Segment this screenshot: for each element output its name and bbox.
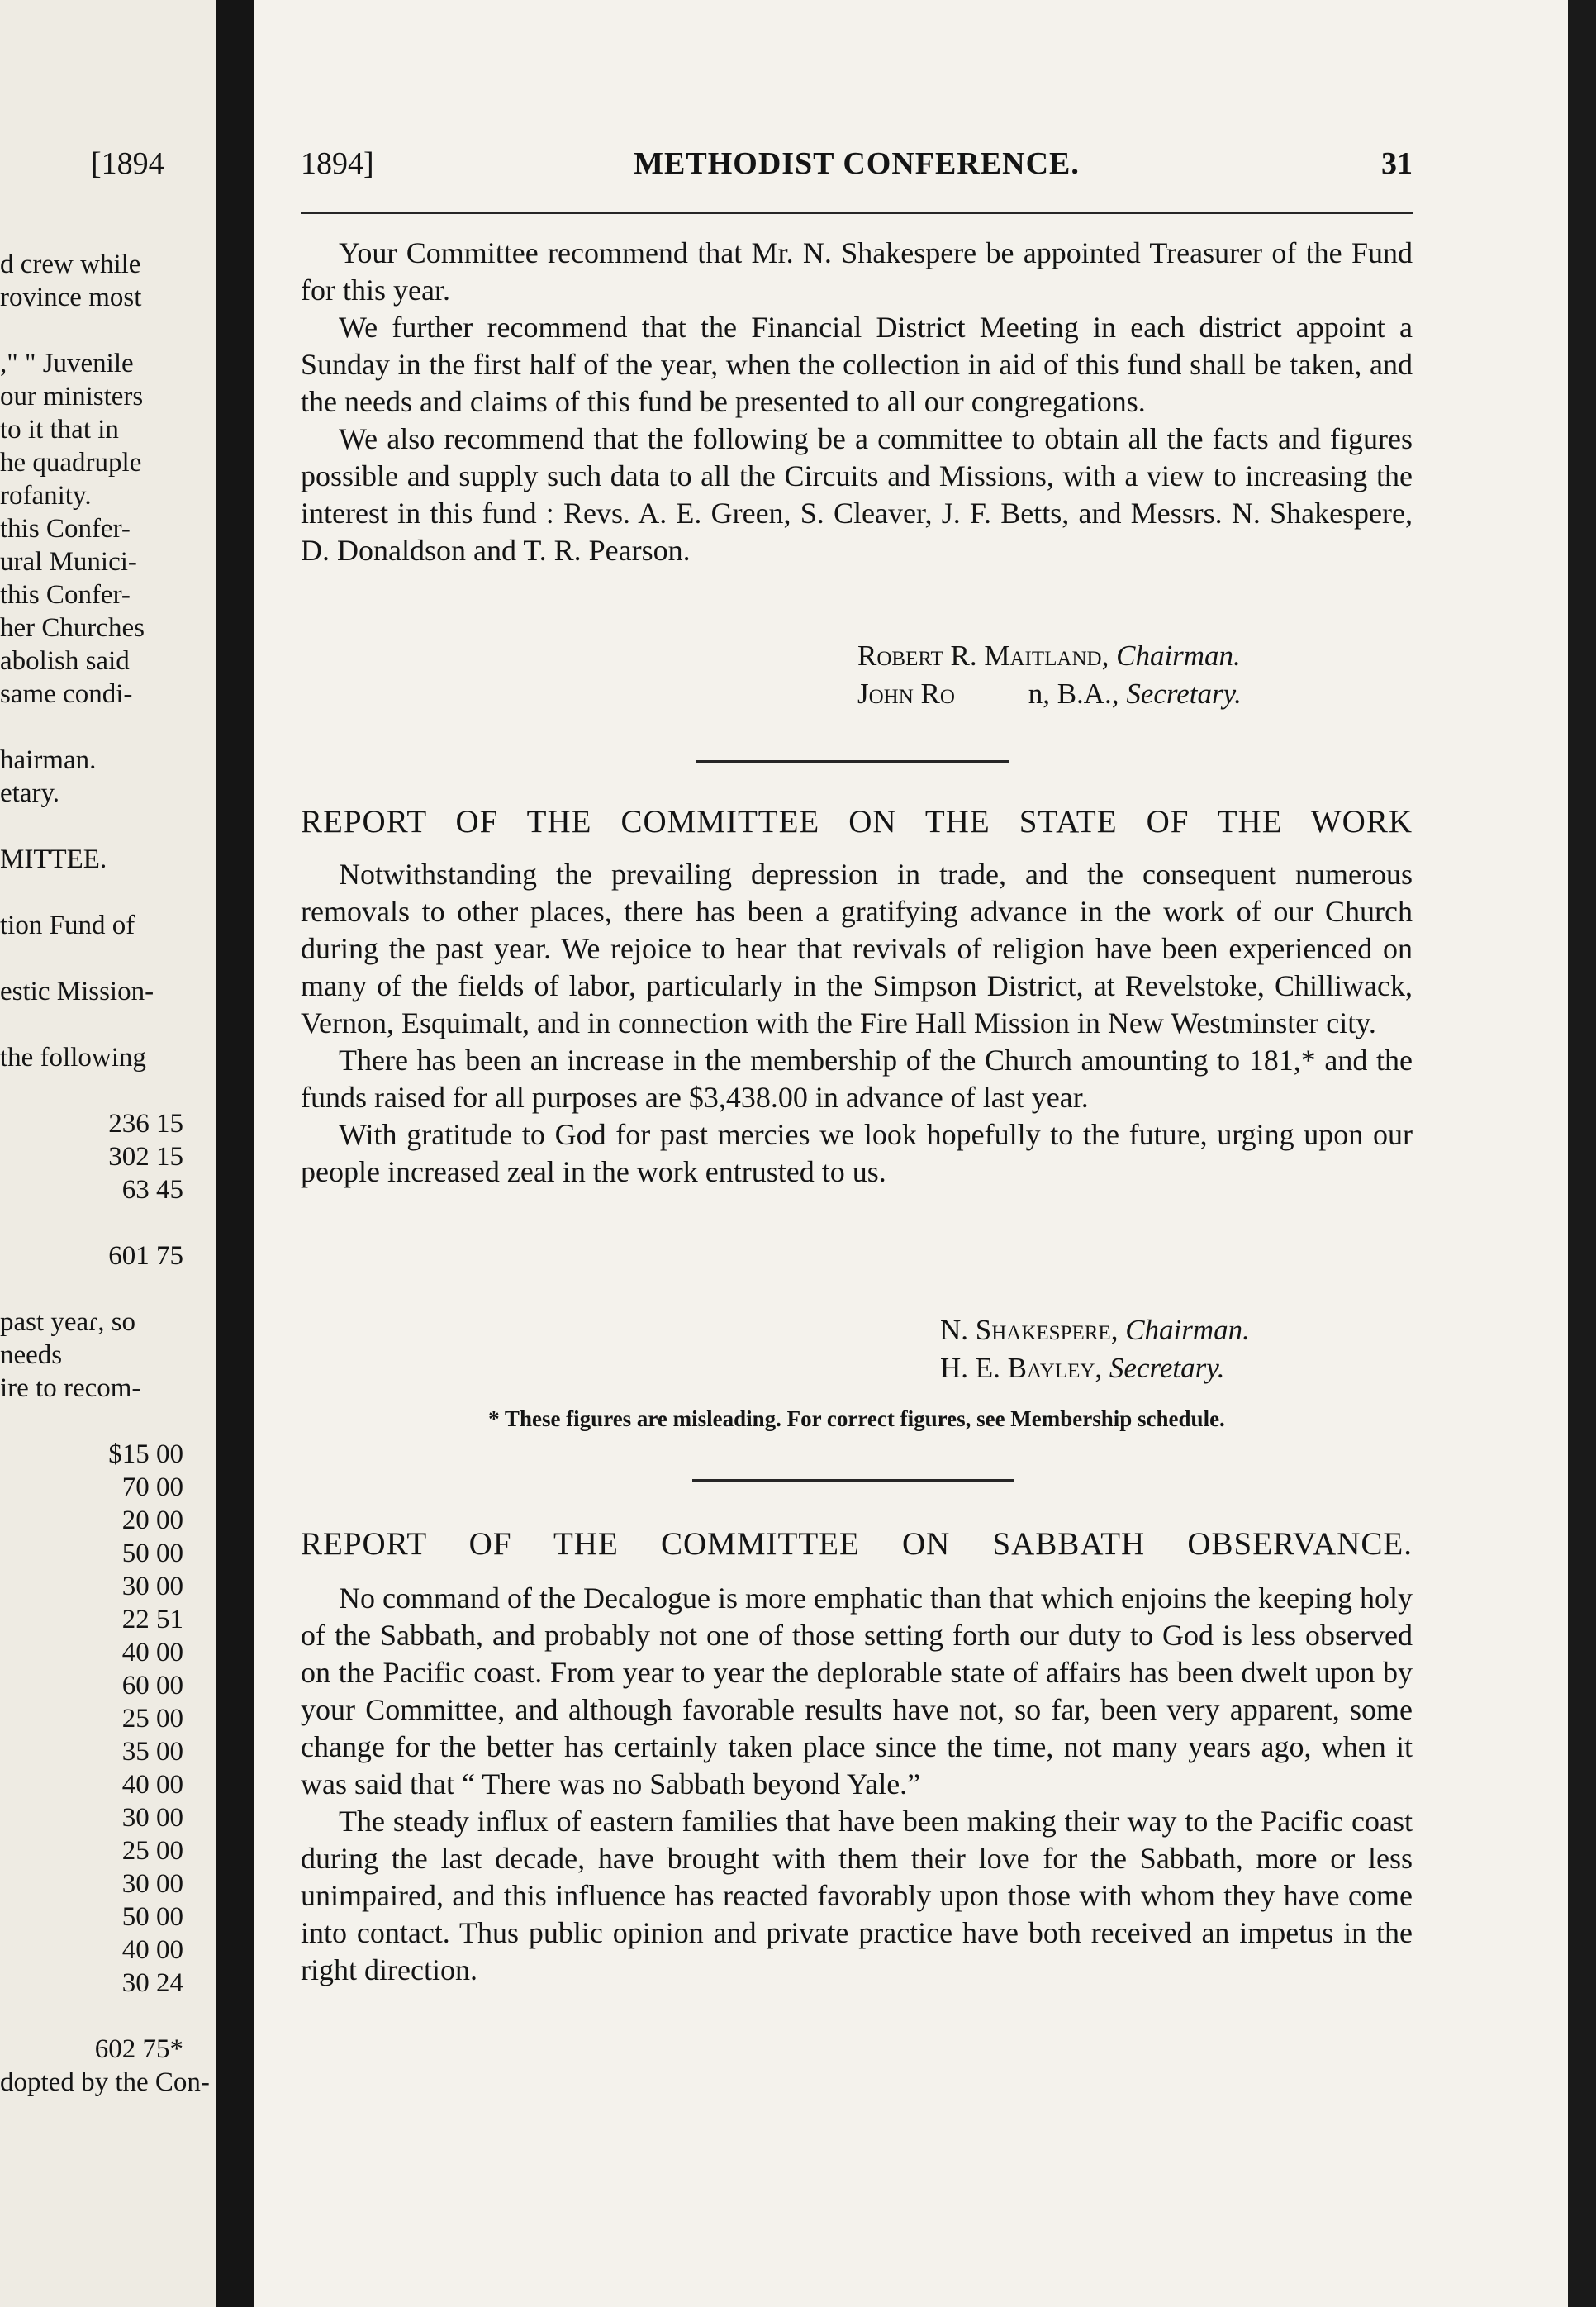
work-section-text (301, 856, 1413, 1191)
left-page-line (0, 942, 216, 975)
left-page-line: 50 00 (121, 1539, 183, 1568)
section-title-sabbath: REPORT OF THE COMMITTEE ON SABBATH OBSERVANCE. (301, 1526, 1413, 1562)
left-page-line: to it that in (0, 415, 119, 445)
left-page-line: ural Munici- (0, 547, 137, 577)
paragraph: We further recommend that the Financial District Meeting in each district appoint a Sunday in the first half of the year, when the collection in aid of this fund shall be taken, and the needs and claims of this fund be presented to all our congregations. (301, 311, 1413, 418)
left-page-line: rovince most (0, 283, 142, 312)
signature-secretary (940, 1350, 1225, 1387)
left-page-line: 602 75* (94, 2034, 183, 2064)
signature-role: Chairman. (1125, 1314, 1250, 1346)
left-page-line: 30 00 (121, 1803, 183, 1833)
signature-name: H. E. Bayley, (940, 1352, 1103, 1384)
left-page-line: 22 51 (121, 1605, 183, 1634)
left-page-line (0, 1206, 216, 1239)
header-year: 1894] (301, 146, 374, 181)
left-page-line: past yeaɾ, so (0, 1307, 136, 1337)
left-page-line: needs (0, 1340, 63, 1370)
left-page-line: MITTEE. (0, 844, 107, 874)
left-page-line: abolish said (0, 646, 130, 676)
left-page-line: 302 15 (108, 1142, 183, 1172)
footnote: * These figures are misleading. For correct figures, see Membership schedule. (488, 1406, 1225, 1431)
page-number: 31 (1381, 146, 1413, 181)
left-page-line (0, 711, 216, 744)
left-page-line (0, 1074, 216, 1107)
left-page-line: 70 00 (121, 1472, 183, 1502)
left-page-line (0, 876, 216, 909)
left-page-line: 63 45 (121, 1175, 183, 1205)
left-page-line (0, 810, 216, 843)
left-page-line (0, 1272, 216, 1306)
section-divider (692, 1479, 1014, 1482)
page-edge (1568, 0, 1596, 2307)
left-page-line: $15 00 (108, 1439, 183, 1469)
paragraph: Your Committee recommend that Mr. N. Shakespere be appointed Treasurer of the Fund for this year. (301, 236, 1413, 307)
signature-role: Secretary. (1126, 678, 1242, 710)
signature-degree: n, B.A., (1028, 678, 1119, 710)
page (254, 0, 1568, 2307)
left-page-line (0, 1405, 216, 1438)
signature-secretary (857, 676, 1242, 712)
header-rule (301, 212, 1413, 214)
left-page-lines (0, 248, 216, 2099)
left-page-line: the following (0, 1043, 146, 1073)
left-page-line: 30 00 (121, 1869, 183, 1899)
left-page-line: 601 75 (108, 1241, 183, 1271)
left-page-line: 40 00 (121, 1770, 183, 1800)
left-page-line: dopted by the Con- (0, 2067, 210, 2097)
left-page-line: 50 00 (121, 1902, 183, 1932)
left-page-line: 25 00 (121, 1704, 183, 1734)
left-page-line: this Confer- (0, 514, 131, 544)
paragraph: Notwithstanding the prevailing depression in trade, and the consequent numerous removals to other places, there has been a gratifying advance in the work of our Church during the past year. We rejoice to hear that revivals of religion have been experienced on many of the fields of labor, particularly in the Simpson District, at Revelstoke, Chilliwack, Vernon, Esquimalt, and in connection with the Fire Hall Mission in New Westminster city. (301, 858, 1413, 1039)
left-page-line: etary. (0, 778, 60, 808)
paragraph: With gratitude to God for past mercies we look hopefully to the future, urging upon our people increased zeal in the work entrusted to us. (301, 1118, 1413, 1188)
left-page-line: tion Fund of (0, 911, 135, 940)
left-page-line: 30 00 (121, 1572, 183, 1601)
left-page-line: same condi- (0, 679, 133, 709)
left-page-line: 20 00 (121, 1505, 183, 1535)
left-page-line: 35 00 (121, 1737, 183, 1767)
left-page-line: her Churches (0, 613, 145, 643)
signature-name: John Ro (857, 678, 955, 710)
signature-name: N. Shakespere, (940, 1314, 1119, 1346)
left-page-line: rofanity. (0, 481, 92, 511)
signature-chairman (857, 638, 1241, 674)
section-divider (696, 760, 1009, 763)
left-page-line: ire to recom- (0, 1373, 141, 1403)
paragraph: We also recommend that the following be a committee to obtain all the facts and figures possible and supply such data to all the Circuits and Missions, with a view to increasing the interest in this fund : Revs. A. E. Green, S. Cleaver, J. F. Betts, and Messrs. N. Shakespere, D. Donaldson and T. R. Pearson. (301, 422, 1413, 567)
left-page-line: ," " Juvenile (0, 349, 134, 378)
left-page-fragment (0, 0, 216, 2307)
left-page-line: 236 15 (108, 1109, 183, 1139)
left-page-line: he quadruple (0, 448, 142, 478)
signature-name: Robert R. Maitland, (857, 640, 1109, 672)
sabbath-section-text (301, 1580, 1413, 1989)
left-page-line: d crew while (0, 250, 141, 279)
paragraph: There has been an increase in the membership of the Church amounting to 181,* and the funds raised for all purposes are $3,438.00 in advance of last year. (301, 1044, 1413, 1114)
paragraph: The steady influx of eastern families that have been making their way to the Pacific coast during the last decade, have brought with them their love for the Sabbath, more or less unimpaired, and this influence has reacted favorably upon those with whom they have come into contact. Thus public opinion and private practice have both received an impetus in the right direction. (301, 1805, 1413, 1986)
signature-role: Secretary. (1109, 1352, 1225, 1384)
left-page-line (0, 1008, 216, 1041)
paragraph: No command of the Decalogue is more emphatic than that which enjoins the keeping holy of the Sabbath, and probably not one of those setting forth our duty to God is less observed on the Pacific coast. From year to year the deplorable state of affairs has been dwelt upon by your Committee, and although favorable results have not, so far, been very apparent, some change for the better has certainly taken place since the time, not many years ago, when it was said that “ There was no Sabbath beyond Yale.” (301, 1582, 1413, 1800)
running-header (301, 145, 1413, 187)
signature-role: Chairman. (1116, 640, 1241, 672)
header-title: METHODIST CONFERENCE. (634, 146, 1080, 181)
left-page-line: this Confer- (0, 580, 131, 610)
left-page-line: our ministers (0, 382, 144, 411)
left-page-line: 30 24 (121, 1968, 183, 1998)
top-section-text (301, 235, 1413, 569)
book-gutter (216, 0, 254, 2307)
left-page-line: 40 00 (121, 1935, 183, 1965)
left-page-line: estic Mission- (0, 977, 154, 1006)
left-page-line: 60 00 (121, 1671, 183, 1701)
section-title-state-of-work: REPORT OF THE COMMITTEE ON THE STATE OF THE WORK (301, 804, 1413, 840)
left-page-line: 25 00 (121, 1836, 183, 1866)
signature-chairman (940, 1312, 1250, 1349)
left-page-line: 40 00 (121, 1638, 183, 1667)
left-page-header-year: [1894 (91, 146, 164, 181)
left-page-line (0, 2000, 216, 2033)
left-page-line (0, 314, 216, 347)
left-page-line: hairman. (0, 745, 97, 775)
